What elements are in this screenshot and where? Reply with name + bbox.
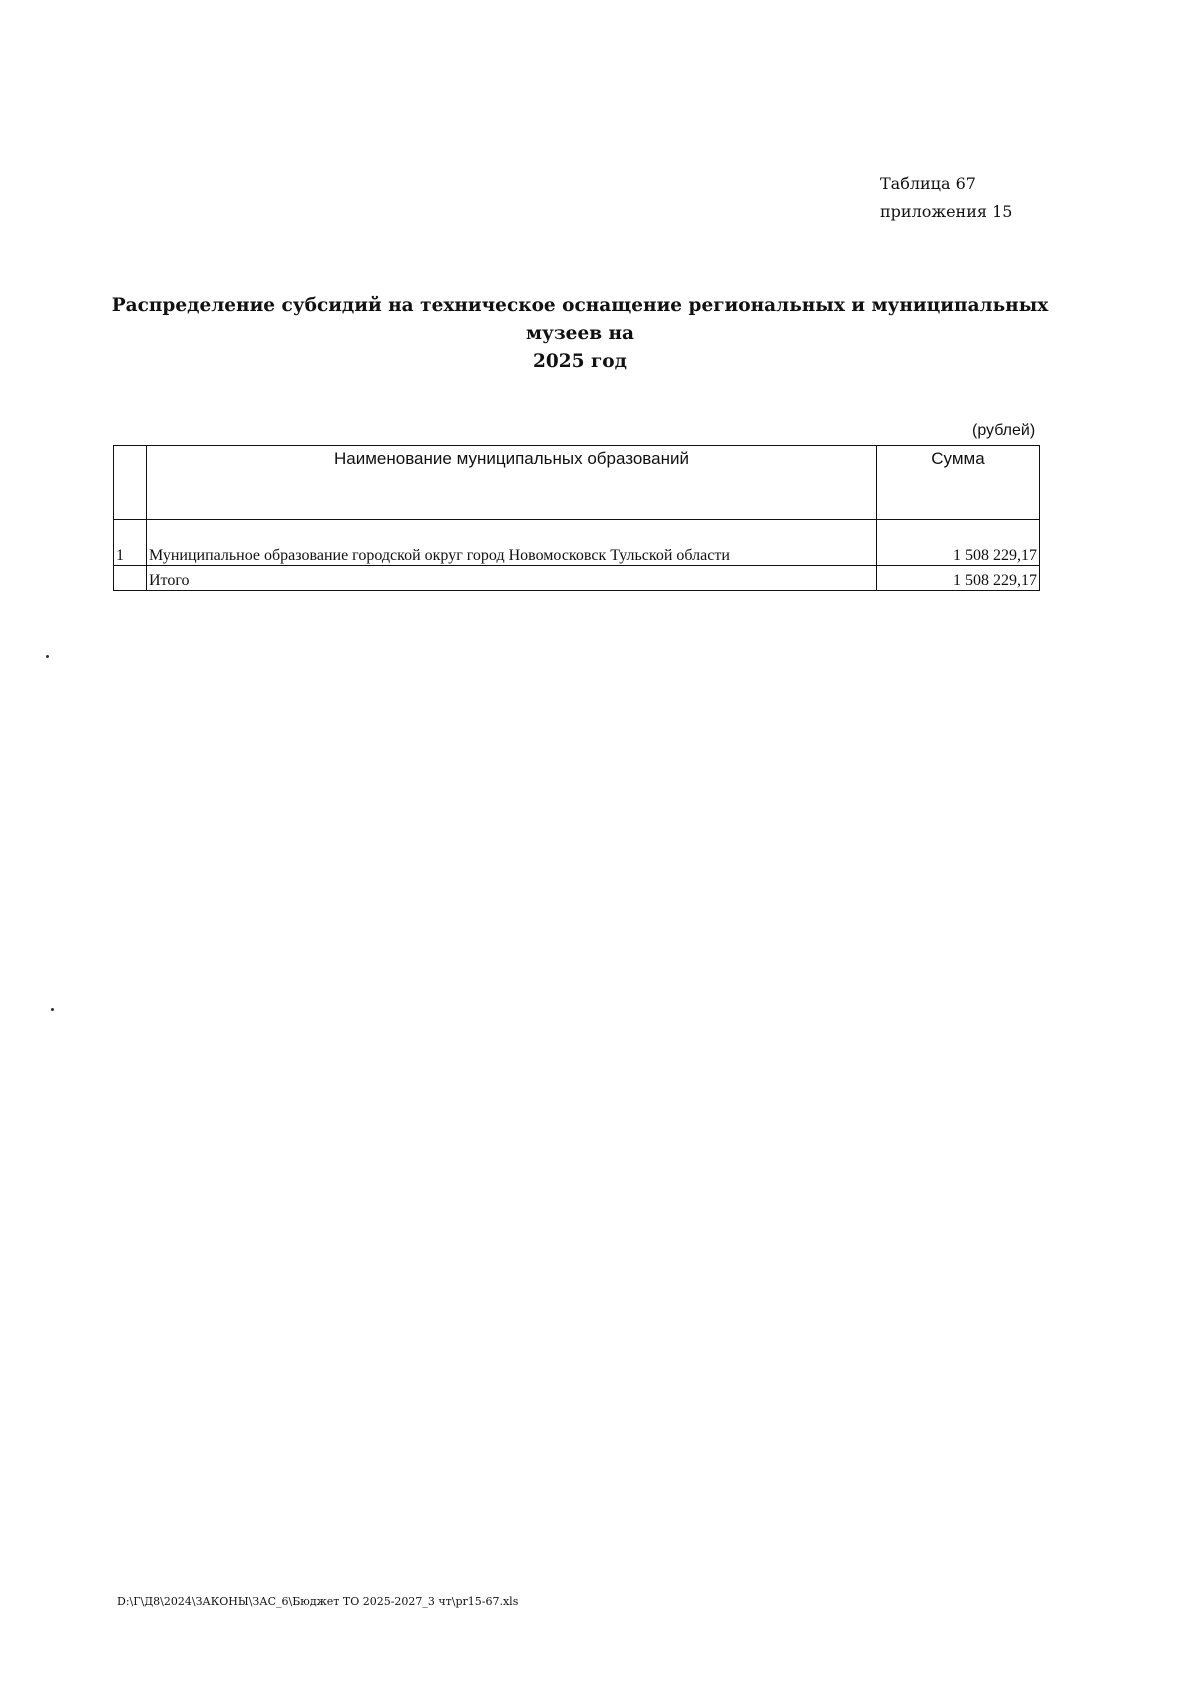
table-number: Таблица 67 <box>880 174 976 193</box>
header-number-cell <box>114 446 147 520</box>
header-sum-cell: Сумма <box>877 446 1040 520</box>
total-row <box>114 566 1040 591</box>
title-line-2: 2025 год <box>533 351 627 372</box>
table-header-row <box>114 446 1040 520</box>
scan-dot <box>51 1008 54 1011</box>
header-name-cell: Наименование муниципальных образований <box>147 446 877 520</box>
total-sum: 1 508 229,17 <box>877 566 1040 591</box>
document-title <box>100 292 1060 376</box>
table-row <box>114 520 1040 566</box>
title-line-1: Распределение субсидий на техническое оснащение региональных и муниципальных музеев на <box>111 295 1049 344</box>
total-label: Итого <box>147 566 877 591</box>
row-sum: 1 508 229,17 <box>877 520 1040 566</box>
file-path-footer: D:\Г\Д8\2024\ЗАКОНЫ\ЗАС_6\Бюджет ТО 2025-2027_3 чт\pr15-67.xls <box>117 1595 519 1608</box>
row-municipality-name: Муниципальное образование городской округ город Новомосковск Тульской области <box>147 520 877 566</box>
table-reference <box>880 170 1012 226</box>
scan-dot <box>46 655 49 658</box>
appendix-number: приложения 15 <box>880 202 1013 221</box>
subsidy-table <box>113 445 1040 591</box>
row-number: 1 <box>114 520 147 566</box>
total-number-cell <box>114 566 147 591</box>
units-label: (рублей) <box>972 422 1036 439</box>
